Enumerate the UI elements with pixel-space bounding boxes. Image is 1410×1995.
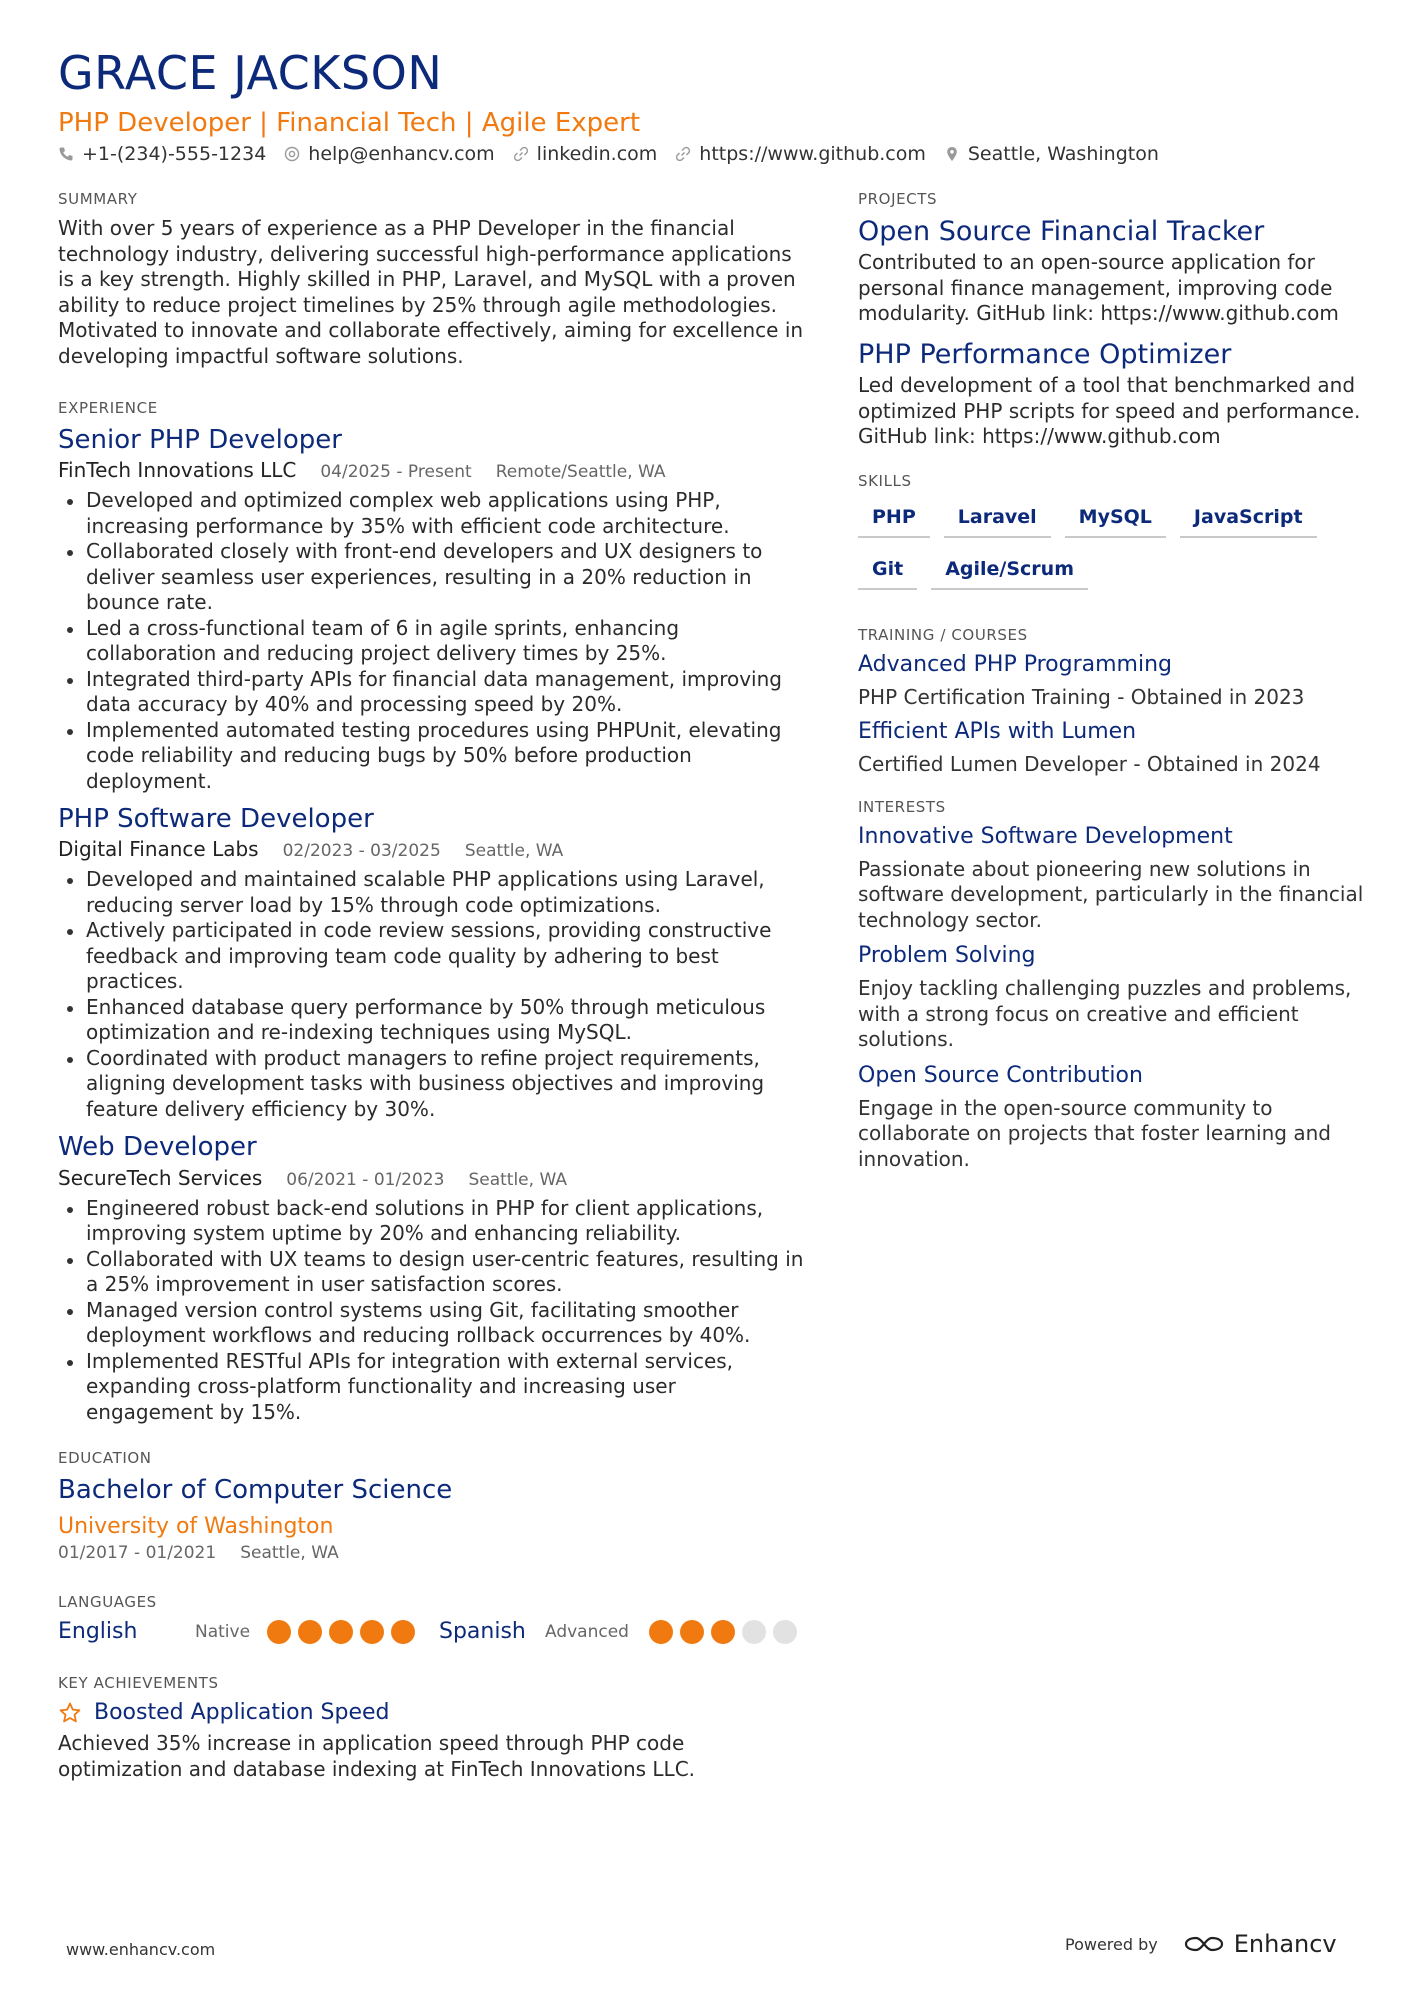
job-dates: 06/2021 - 01/2023 — [286, 1169, 445, 1190]
interest-description: Engage in the open-source community to collaborate on projects that foster learning and innovation. — [858, 1095, 1331, 1171]
rating-dot-filled — [680, 1620, 704, 1644]
brand-name: Enhancv — [1233, 1930, 1337, 1958]
candidate-tagline: PHP Developer | Financial Tech | Agile Expert — [58, 108, 641, 138]
location-pin-icon — [944, 146, 960, 162]
bullet-item: Coordinated with product managers to refine project requirements, aligning development tasks with business objectives and improving feature delivery efficiency by 30%. — [58, 1046, 806, 1123]
skill-tag: JavaScript — [1180, 500, 1317, 538]
job-location: Seattle, WA — [468, 1169, 567, 1190]
section-title: SUMMARY — [58, 190, 138, 208]
skill-tag: Agile/Scrum — [931, 552, 1088, 590]
job-role: PHP Software Developer — [58, 804, 374, 835]
job-company: SecureTech Services — [58, 1165, 263, 1190]
job-meta — [58, 458, 806, 482]
education-meta — [58, 1543, 806, 1563]
education-school: University of Washington — [58, 1514, 334, 1540]
interest-description: Passionate about pioneering new solutions in software development, particularly in the financial technology sector. — [858, 856, 1364, 932]
skill-tag: PHP — [858, 500, 930, 538]
rating-dot-filled — [267, 1620, 291, 1644]
job-meta — [58, 1166, 806, 1190]
rating-dot-filled — [360, 1620, 384, 1644]
interest-title: Open Source Contribution — [858, 1062, 1143, 1088]
bullet-item: Led a cross-functional team of 6 in agile sprints, enhancing collaboration and reducing project delivery times by 25%. — [58, 616, 806, 667]
rating-dot-filled — [298, 1620, 322, 1644]
achievement-description: Achieved 35% increase in application speed through PHP code optimization and database indexing at FinTech Innovations LLC. — [58, 1731, 696, 1781]
enhancv-logo-icon — [1182, 1932, 1226, 1956]
email-text[interactable]: help@enhancv.com — [308, 143, 495, 165]
contact-linkedin[interactable] — [513, 143, 658, 165]
job-entry — [58, 1132, 806, 1425]
section-title: EDUCATION — [58, 1449, 152, 1468]
bullet-item: Developed and optimized complex web applications using PHP, increasing performance by 35% with efficient code architecture. — [58, 488, 806, 539]
candidate-name: GRACE JACKSON — [58, 46, 443, 100]
job-location: Seattle, WA — [464, 841, 564, 862]
job-location: Remote/Seattle, WA — [495, 462, 666, 483]
job-entry — [58, 804, 806, 1122]
language-level: Native — [195, 1621, 251, 1642]
link-icon — [675, 146, 691, 162]
contact-phone — [58, 143, 266, 165]
education-section — [58, 1449, 806, 1563]
languages-section — [58, 1593, 806, 1644]
job-meta — [58, 837, 806, 861]
project-title: Open Source Financial Tracker — [858, 216, 1265, 247]
star-icon — [58, 1701, 82, 1725]
achievement-title: Boosted Application Speed — [94, 1700, 390, 1726]
skill-tag: MySQL — [1065, 500, 1166, 538]
bullet-item: Enhanced database query performance by 50% through meticulous optimization and re-indexing techniques using MySQL. — [58, 995, 806, 1046]
languages-row — [58, 1619, 806, 1644]
section-title: TRAINING / COURSES — [858, 625, 1028, 644]
project-title: PHP Performance Optimizer — [858, 338, 1232, 370]
language-rating — [649, 1620, 797, 1644]
job-company: Digital Finance Labs — [58, 837, 259, 862]
bullet-item: Implemented RESTful APIs for integration with external services, expanding cross-platform functionality and increasing user engagement by 15%. — [58, 1349, 806, 1426]
github-text[interactable]: https://www.github.com — [699, 143, 926, 165]
project-description: Led development of a tool that benchmarked and optimized PHP scripts for speed and performance. GitHub link: https://www.github.com — [858, 373, 1361, 449]
language-level: Advanced — [545, 1621, 629, 1642]
rating-dot-filled — [391, 1620, 415, 1644]
rating-dot-filled — [649, 1620, 673, 1644]
job-dates: 02/2023 - 03/2025 — [282, 841, 441, 862]
bullet-item: Developed and maintained scalable PHP applications using Laravel, reducing server load by 15% through code optimizations. — [58, 867, 806, 918]
section-title: PROJECTS — [858, 190, 938, 208]
job-bullets — [58, 488, 806, 794]
rating-dot-empty — [742, 1620, 766, 1644]
projects-section — [858, 190, 1368, 450]
skills-list — [858, 500, 1368, 590]
summary-text: With over 5 years of experience as a PHP Developer in the financial technology industry, delivering successful high-performance applications is a key strength. Highly skilled in PHP, Laravel, and MySQL with a proven ability to reduce project timelines by 25% through agile methodologies. Motivated to innovate and collaborate effectively, aiming for excellence in developing impactful software solutions. — [58, 216, 804, 368]
job-entry — [58, 425, 806, 794]
location-text: Seattle, Washington — [967, 143, 1159, 165]
job-role: Senior PHP Developer — [58, 425, 342, 455]
section-title: EXPERIENCE — [58, 399, 158, 417]
rating-dot-filled — [329, 1620, 353, 1644]
course-title: Efficient APIs with Lumen — [858, 718, 1137, 744]
training-section — [858, 626, 1368, 776]
section-title: SKILLS — [858, 471, 912, 490]
education-degree: Bachelor of Computer Science — [58, 1475, 453, 1506]
language-rating — [267, 1620, 439, 1644]
contact-email[interactable] — [284, 143, 494, 165]
footer-website[interactable]: www.enhancv.com — [66, 1940, 216, 1959]
section-title: LANGUAGES — [58, 1593, 157, 1612]
bullet-item: Collaborated with UX teams to design user-centric features, resulting in a 25% improvement in user satisfaction scores. — [58, 1247, 806, 1298]
summary-section — [58, 190, 806, 369]
achievement-title-row — [58, 1700, 806, 1725]
job-role: Web Developer — [58, 1132, 257, 1163]
project-description: Contributed to an open-source application for personal finance management, improving code modularity. GitHub link: https://www.github.com — [858, 250, 1339, 326]
skill-tag: Laravel — [944, 500, 1051, 538]
bullet-item: Actively participated in code review sessions, providing constructive feedback and improving team code quality by adhering to best practices. — [58, 918, 806, 995]
bullet-item: Managed version control systems using Git, facilitating smoother deployment workflows and reducing rollback occurrences by 40%. — [58, 1298, 806, 1349]
education-dates: 01/2017 - 01/2021 — [58, 1543, 217, 1564]
contact-bar — [58, 143, 1159, 165]
job-bullets — [58, 867, 806, 1122]
education-location: Seattle, WA — [240, 1543, 339, 1564]
rating-dot-filled — [711, 1620, 735, 1644]
bullet-item: Collaborated closely with front-end developers and UX designers to deliver seamless user experiences, resulting in a 20% reduction in bounce rate. — [58, 539, 806, 616]
achievements-section — [58, 1674, 806, 1782]
experience-section — [58, 399, 806, 1425]
bullet-item: Implemented automated testing procedures using PHPUnit, elevating code reliability and reducing bugs by 50% before production deployment. — [58, 718, 806, 795]
job-company: FinTech Innovations LLC — [58, 458, 297, 483]
interest-description: Enjoy tackling challenging puzzles and problems, with a strong focus on creative and efficient solutions. — [858, 976, 1352, 1052]
phone-text: +1-(234)-555-1234 — [82, 143, 267, 165]
brand[interactable] — [1182, 1930, 1337, 1958]
bullet-item: Engineered robust back-end solutions in PHP for client applications, improving system uptime by 20% and enhancing reliability. — [58, 1196, 806, 1247]
interest-title: Innovative Software Development — [858, 823, 1233, 849]
contact-location — [944, 143, 1159, 165]
job-bullets — [58, 1196, 806, 1426]
course-description: PHP Certification Training - Obtained in 2023 — [858, 684, 1305, 709]
skill-tag: Git — [858, 552, 917, 590]
at-icon — [284, 146, 300, 162]
section-title: KEY ACHIEVEMENTS — [58, 1674, 219, 1693]
course-title: Advanced PHP Programming — [858, 651, 1173, 677]
phone-icon — [58, 146, 74, 162]
language-name: Spanish — [439, 1619, 526, 1645]
job-dates: 04/2025 - Present — [320, 462, 472, 483]
interest-title: Problem Solving — [858, 943, 1036, 969]
linkedin-text[interactable]: linkedin.com — [536, 143, 658, 165]
skills-section — [858, 472, 1368, 590]
link-icon — [513, 146, 529, 162]
powered-by-text: Powered by — [1065, 1934, 1158, 1954]
contact-github[interactable] — [675, 143, 926, 165]
section-title: INTERESTS — [858, 797, 946, 816]
right-column — [858, 190, 1368, 1202]
course-description: Certified Lumen Developer - Obtained in 2024 — [858, 751, 1321, 776]
language-name: English — [58, 1619, 138, 1645]
interests-section — [858, 798, 1368, 1173]
footer-branding — [1065, 1930, 1337, 1958]
rating-dot-empty — [773, 1620, 797, 1644]
bullet-item: Integrated third-party APIs for financial data management, improving data accuracy by 40% and processing speed by 20%. — [58, 667, 806, 718]
left-column — [58, 190, 806, 1812]
